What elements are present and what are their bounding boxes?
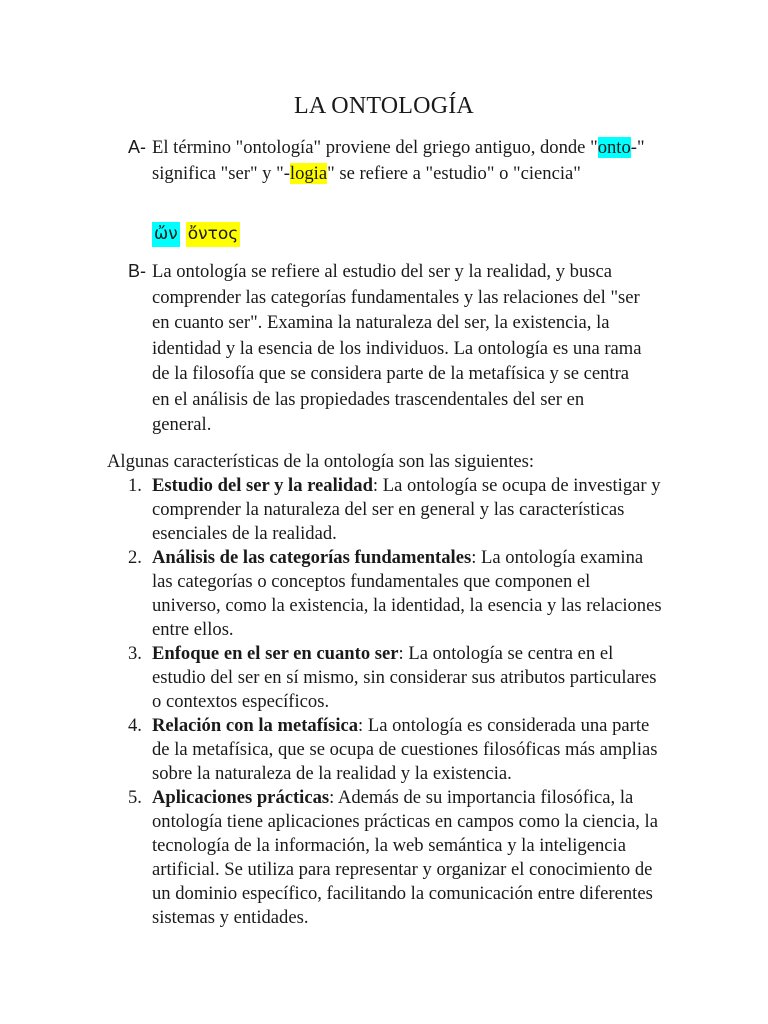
lettered-item-b	[128, 259, 648, 438]
list-item-term: Análisis de las categorías fundamentales	[152, 547, 472, 568]
item-b-text: La ontología se refiere al estudio del ser y la realidad, y busca comprender las categorías fundamentales y las relaciones del "ser en cuanto ser". Examina la naturaleza del ser, la existencia, la identidad y la esencia de los individuos. La ontología es una rama de la filosofía que se considera parte de la metafísica y se centra en el análisis de las propiedades trascendentales del ser en general.	[152, 261, 642, 435]
list-item	[128, 474, 662, 546]
list-item	[128, 714, 662, 786]
item-a-text	[152, 135, 648, 186]
greek-words	[152, 222, 240, 247]
highlight-logia: logia	[289, 162, 328, 184]
item-a-text-part-1: El término "ontología" proviene del griego antiguo, donde "	[152, 137, 598, 158]
list-item	[128, 546, 662, 642]
list-item-term: Enfoque en el ser en cuanto ser	[152, 643, 399, 664]
characteristics-list	[128, 474, 662, 930]
greek-word-on: ὤν	[152, 222, 180, 247]
item-marker: A-	[128, 137, 146, 157]
list-item-term: Aplicaciones prácticas	[152, 787, 330, 808]
list-number: 2.	[128, 547, 142, 568]
list-item-description: : Además de su importancia filosófica, la ontología tiene aplicaciones prácticas en campos como la ciencia, la tecnología de la información, la web semántica y la inteligencia artificial. Se utiliza para representar y organizar el conocimiento de un dominio específico, facilitando la comunicación entre diferentes sistemas y entidades.	[152, 787, 658, 928]
list-item-description: : La ontología examina las categorías o conceptos fundamentales que componen el universo, como la existencia, la identidad, la esencia y las relaciones entre ellos.	[152, 547, 662, 640]
list-number: 3.	[128, 643, 142, 664]
greek-word-ontos: ὄντος	[186, 222, 241, 247]
list-number: 1.	[128, 475, 142, 496]
list-number: 5.	[128, 787, 142, 808]
list-item	[128, 642, 662, 714]
list-intro: Algunas características de la ontología son las siguientes:	[107, 451, 535, 472]
page-title: LA ONTOLOGÍA	[294, 93, 474, 119]
lettered-item-a	[128, 135, 648, 186]
list-number: 4.	[128, 715, 142, 736]
list-item-term: Relación con la metafísica	[152, 715, 359, 736]
list-item-description: : La ontología se ocupa de investigar y comprender la naturaleza del ser en general y las características esenciales de la realidad.	[152, 475, 661, 544]
highlight-onto: onto	[597, 137, 631, 158]
list-item	[128, 786, 662, 930]
item-a-text-part-2: -" significa "ser" y "-	[152, 137, 645, 184]
item-marker: B-	[128, 261, 146, 281]
list-item-term: Estudio del ser y la realidad	[152, 475, 373, 496]
list-item-description: : La ontología se centra en el estudio del ser en sí mismo, sin considerar sus atributos particulares o contextos específicos.	[152, 643, 657, 712]
list-item-description: : La ontología es considerada una parte de la metafísica, que se ocupa de cuestiones filosóficas más amplias sobre la naturaleza de la realidad y la existencia.	[152, 715, 658, 784]
item-a-text-part-3: " se refiere a "estudio" o "ciencia"	[327, 162, 581, 184]
